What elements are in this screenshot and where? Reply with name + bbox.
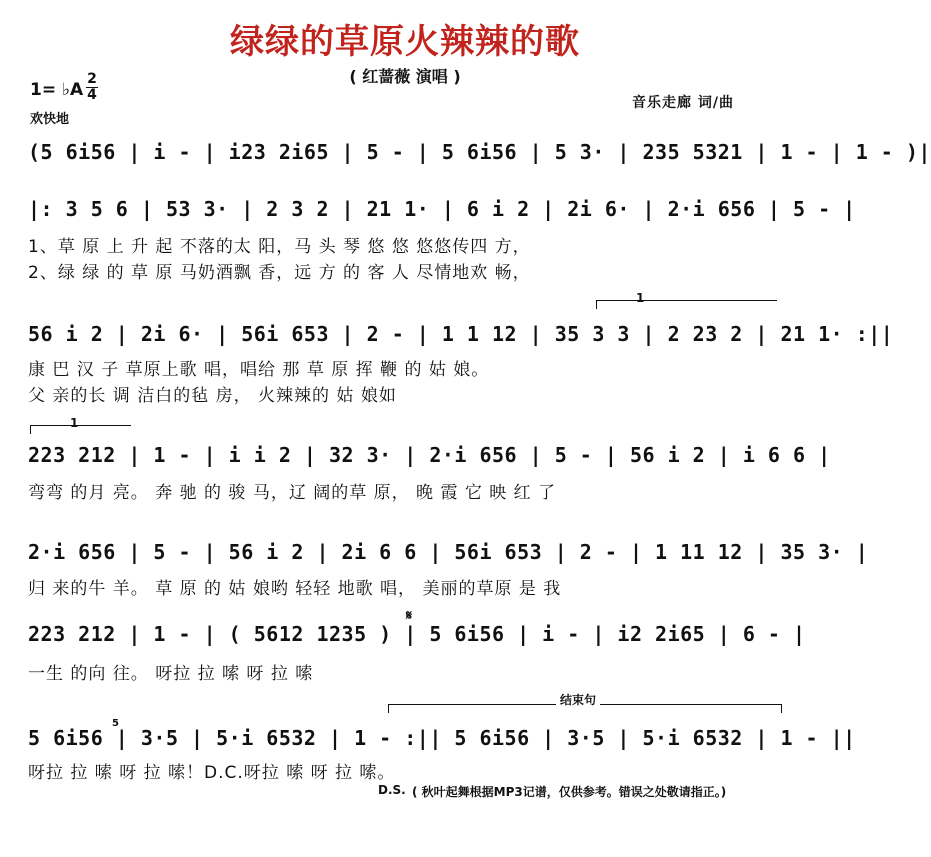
score-line-2-lyric-verse2: 2、绿 绿 的 草 原 马奶酒飘 香，远 方 的 客 人 尽情地欢 畅，	[28, 263, 531, 283]
meter-numerator: 2	[87, 71, 97, 87]
composer-credit: 音乐走廊 词/曲	[632, 95, 734, 111]
score-line-3-notes: 56 i 2 | 2i 6· | 56i 653 | 2 - | 1 1 12 | 35 3 3 | 2 23 2 | 21 1· :||	[28, 322, 894, 346]
score-line-5-lyric: 归 来的牛 羊。 草 原 的 姑 娘哟 轻轻 地歌 唱， 美丽的草原 是 我	[28, 579, 562, 599]
tempo-marking: 欢快地	[30, 112, 70, 127]
score-line-6-lyric: 一生 的向 往。 呀拉 拉 嗦 呀 拉 嗦	[28, 664, 314, 684]
score-line-1-notes: (5 6i56 | i - | i23 2i65 | 5 - | 5 6i56 | 5 3· | 235 5321 | 1 - | 1 - )|	[28, 140, 931, 164]
score-line-6-notes: 223 212 | 1 - | ( 5612 1235 ) | 5 6i56 | i - | i2 2i65 | 6 - |	[28, 622, 806, 646]
score-line-3-lyric-verse2: 父 亲的长 调 洁白的毡 房， 火辣辣的 姑 娘如	[28, 386, 397, 406]
meter-denominator: 4	[87, 87, 97, 103]
score-line-3-lyric-verse1: 康 巴 汉 子 草原上歌 唱，唱给 那 草 原 挥 鞭 的 姑 娘。	[28, 360, 490, 380]
score-line-2-notes: |: 3 5 6 | 53 3· | 2 3 2 | 21 1· | 6 i 2 | 2i 6· | 2·i 656 | 5 - |	[28, 197, 856, 221]
transcription-note: ( 秋叶起舞根据MP3记谱，仅供参考。错误之处敬请指正。)	[412, 785, 727, 799]
volta-label-1: 1	[636, 291, 645, 305]
score-line-5-notes: 2·i 656 | 5 - | 56 i 2 | 2i 6 6 | 56i 653 | 2 - | 1 11 12 | 35 3· |	[28, 540, 869, 564]
score-line-2-lyric-verse1: 1、草 原 上 升 起 不落的太 阳，马 头 琴 悠 悠 悠悠传四 方，	[28, 237, 531, 257]
singer-credit: ( 红蔷薇 演唱 )	[349, 67, 461, 86]
score-line-7-lyric: 呀拉 拉 嗦 呀 拉 嗦！D.C.呀拉 嗦 呀 拉 嗦。	[28, 763, 396, 783]
score-line-4-lyric: 弯弯 的月 亮。 奔 驰 的 骏 马，辽 阔的草 原， 晚 霞 它 映 红 了	[28, 483, 557, 503]
ending-label: 结束句	[556, 691, 600, 708]
volta-bracket-1	[596, 300, 777, 309]
time-signature	[86, 72, 98, 103]
grace-note: 5	[112, 718, 119, 729]
segno-icon: 𝄋	[406, 608, 413, 624]
score-line-7-notes: 5 6i56 | 3·5 | 5·i 6532 | 1 - :|| 5 6i56 | 3·5 | 5·i 6532 | 1 - ||	[28, 726, 856, 750]
song-title: 绿绿的草原火辣辣的歌	[230, 22, 580, 62]
volta-bracket-2	[30, 425, 131, 434]
volta-label-2: 1	[70, 416, 79, 430]
score-line-4-notes: 223 212 | 1 - | i i 2 | 32 3· | 2·i 656 | 5 - | 56 i 2 | i 6 6 |	[28, 443, 831, 467]
ds-marking: D.S.	[378, 783, 406, 797]
key-signature: 1= ♭A	[30, 80, 84, 100]
